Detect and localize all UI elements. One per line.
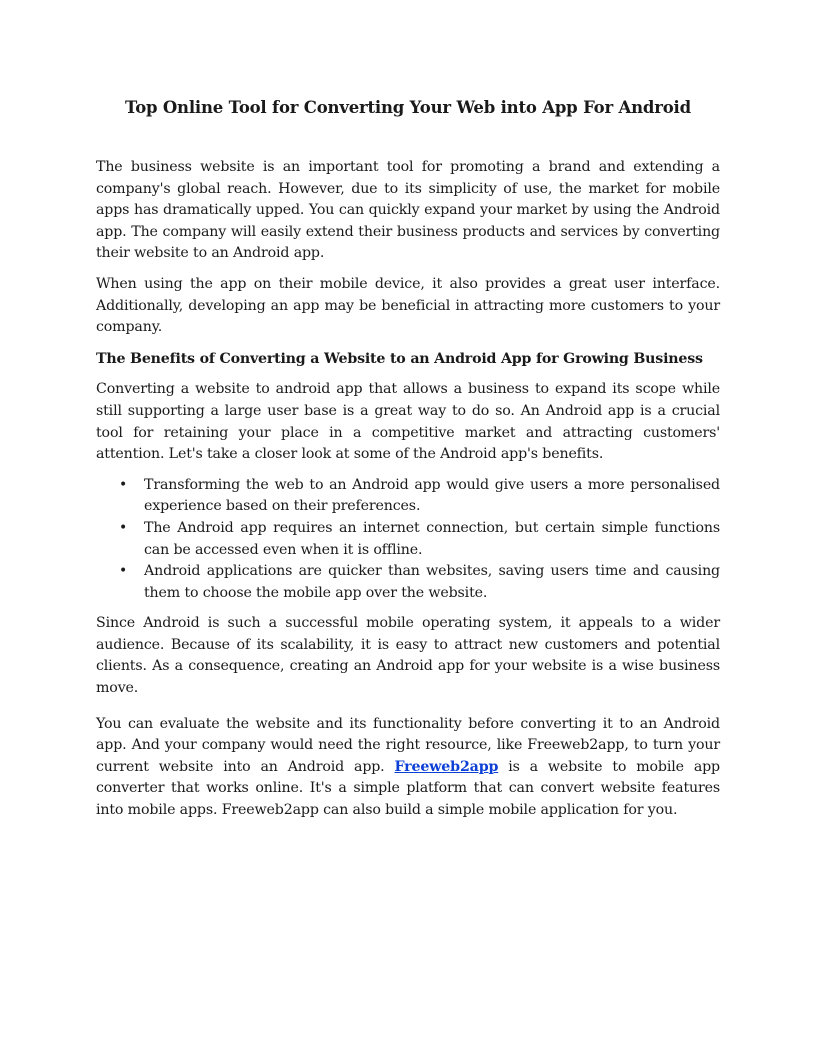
list-item-text: Transforming the web to an Android app would give users a more personalised experience based on their preferences. [144,476,720,515]
benefits-list [96,475,720,605]
list-item [96,561,720,604]
document-page [96,96,720,822]
list-item [96,475,720,518]
benefits-intro-paragraph: Converting a website to android app that allows a business to expand its scope while still supporting a large user base is a great way to do so. An Android app is a crucial tool for retaining your place in a competitive market and attracting customers' attention. Let's take a closer look at some of the Android app's benefits. [96,381,720,463]
list-item-text: Android applications are quicker than websites, saving users time and causing them to choose the mobile app over the website. [144,563,720,601]
document-title: Top Online Tool for Converting Your Web into App For Android [125,98,691,117]
intro-paragraph: The business website is an important tool for promoting a brand and extending a company's global reach. However, due to its simplicity of use, the market for mobile apps has dramatically upped. You can quickly expand your market by using the Android app. The company will easily extend their business products and services by converting their website to an Android app. [96,159,720,262]
freeweb2app-paragraph [96,714,720,822]
freeweb2app-link[interactable]: Freeweb2app [394,758,499,775]
bullet-icon: • [119,563,128,580]
list-item-text: The Android app requires an internet connection, but certain simple functions can be accessed even when it is offline. [144,519,720,558]
bullet-icon: • [119,519,128,536]
benefits-heading: The Benefits of Converting a Website to an Android App for Growing Business [96,350,703,367]
freeweb2app-text-before: You can evaluate the website and its functionality before converting it to an Android app. And your company would need the right resource, like Freeweb2app, to turn your current website into an Android app. [96,715,720,775]
list-item [96,518,720,561]
scalability-paragraph: Since Android is such a successful mobile operating system, it appeals to a wider audience. Because of its scalability, it is easy to attract new customers and potential clients. As a consequence, creating an Android app for your website is a wise business move. [96,615,720,697]
freeweb2app-text-after: is a website to mobile app converter that works online. It's a simple platform that can convert website features into mobile apps. Freeweb2app can also build a simple mobile application for you. [96,758,720,819]
user-interface-paragraph: When using the app on their mobile device, it also provides a great user interface. Additionally, developing an app may be beneficial in attracting more customers to your company. [96,275,720,336]
bullet-icon: • [119,476,128,493]
